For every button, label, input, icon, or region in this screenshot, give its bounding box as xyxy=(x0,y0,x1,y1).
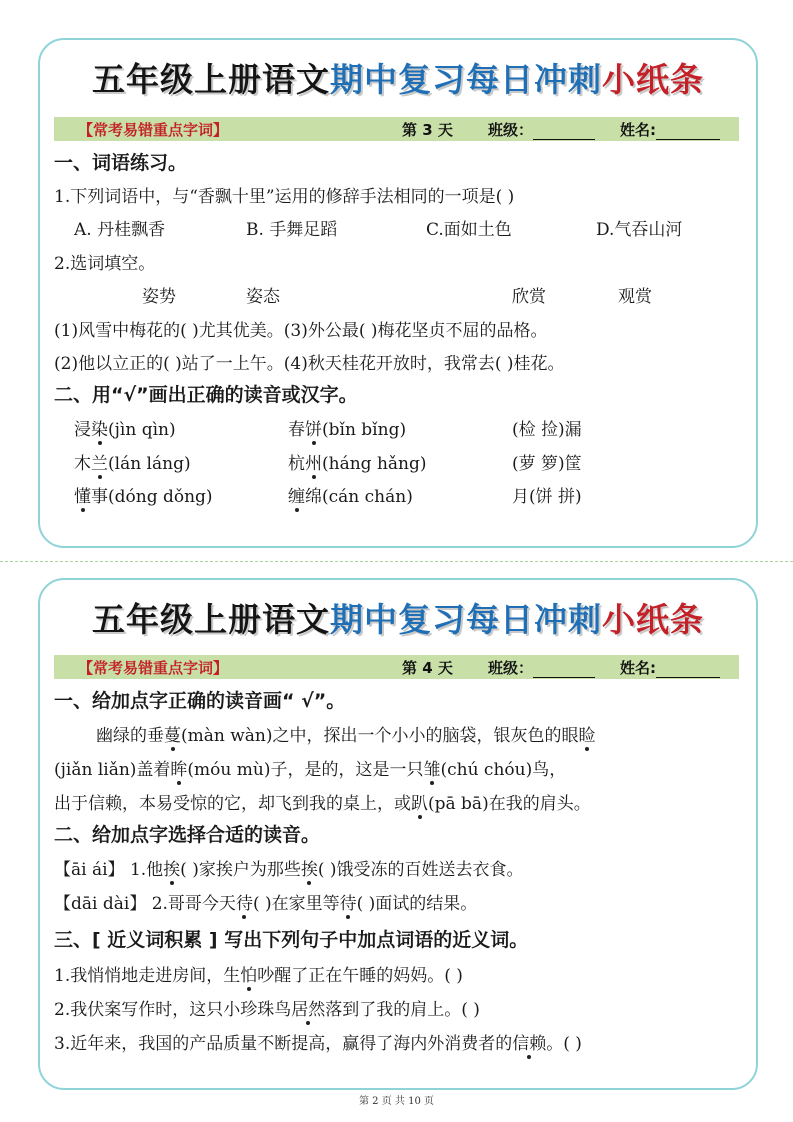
char-item: (检 捡)漏 xyxy=(512,420,582,440)
question-2: 2.选词填空。 xyxy=(54,254,156,274)
synonym-question: 3.近年来，我国的产品质量不断提高，赢得了海内外消费者的信赖。( ) xyxy=(54,1029,582,1054)
option-a: A. 丹桂飘香 xyxy=(74,220,166,240)
word-choice: 姿态 xyxy=(246,287,280,307)
dashed-divider xyxy=(0,561,793,562)
pinyin-item: 春饼(bǐn bǐng) xyxy=(288,415,406,440)
reading-line: 【āi ái】 1.他挨( )家挨户为那些挨( )饿受冻的百姓送去衣食。 xyxy=(54,855,524,880)
class-field[interactable]: 班级： xyxy=(488,657,595,678)
name-field[interactable]: 姓名: xyxy=(620,119,720,140)
fill-line: (2)他以立正的( )站了一上午。(4)秋天桂花开放时，我常去( )桂花。 xyxy=(54,354,565,374)
section-heading: 一、词语练习。 xyxy=(54,152,188,174)
char-item: 月(饼 拼) xyxy=(512,487,582,507)
pinyin-item: 杭州(háng hǎng) xyxy=(288,449,427,474)
synonym-question: 1.我悄悄地走进房间，生怕吵醒了正在午睡的妈妈。( ) xyxy=(54,961,463,986)
passage-line: 幽绿的垂蔓(màn wàn)之中，探出一个小小的脑袋，银灰色的眼睑 xyxy=(96,721,596,746)
worksheet-card-day4 xyxy=(38,578,758,1090)
pinyin-item: 浸染(jìn qìn) xyxy=(74,415,176,440)
word-choice: 欣赏 xyxy=(512,287,546,307)
card-title: 五年级上册语文期中复习每日冲刺小纸条 xyxy=(92,600,704,639)
info-band xyxy=(54,117,739,141)
char-item: (萝 箩)筐 xyxy=(512,454,582,474)
option-d: D.气吞山河 xyxy=(596,220,683,240)
passage-line: (jiǎn liǎn)盖着眸(móu mù)子，是的，这是一只雏(chú chóu)鸟， xyxy=(54,755,566,780)
synonym-question: 2.我伏案写作时，这只小珍珠鸟居然落到了我的肩上。( ) xyxy=(54,995,480,1020)
section-heading: 一、给加点字正确的读音画“ √”。 xyxy=(54,690,346,712)
section-heading: 三、[ 近义词积累 ] 写出下列句子中加点词语的近义词。 xyxy=(54,929,529,951)
class-field[interactable]: 班级： xyxy=(488,119,595,140)
name-field[interactable]: 姓名: xyxy=(620,657,720,678)
section-tag: 【常考易错重点字词】 xyxy=(78,659,229,677)
option-b: B. 手舞足蹈 xyxy=(246,220,338,240)
passage-line: 出于信赖，本易受惊的它，却飞到我的桌上，或趴(pā bā)在我的肩头。 xyxy=(54,789,591,814)
section-tag: 【常考易错重点字词】 xyxy=(78,121,229,139)
worksheet-card-day3 xyxy=(38,38,758,548)
day-label: 第 4 天 xyxy=(402,659,453,677)
pinyin-item: 懂事(dóng dǒng) xyxy=(74,482,213,507)
section-heading: 二、给加点字选择合适的读音。 xyxy=(54,824,321,846)
fill-line: (1)风雪中梅花的( )尤其优美。(3)外公最( )梅花坚贞不屈的品格。 xyxy=(54,321,548,341)
day-label: 第 3 天 xyxy=(402,121,453,139)
card-title: 五年级上册语文期中复习每日冲刺小纸条 xyxy=(92,60,704,99)
question-1: 1.下列词语中，与“香飘十里”运用的修辞手法相同的一项是( ) xyxy=(54,187,515,207)
word-choice: 姿势 xyxy=(142,287,176,307)
pinyin-item: 木兰(lán láng) xyxy=(74,449,191,474)
reading-line: 【dāi dài】 2.哥哥今天待( )在家里等待( )面试的结果。 xyxy=(54,889,477,914)
pinyin-item: 缠绵(cán chán) xyxy=(288,482,413,507)
page-footer: 第 2 页 共 10 页 xyxy=(359,1096,434,1107)
section-heading: 二、用“√”画出正确的读音或汉字。 xyxy=(54,384,358,406)
option-c: C.面如土色 xyxy=(426,220,512,240)
word-choice: 观赏 xyxy=(618,287,652,307)
info-band xyxy=(54,655,739,679)
